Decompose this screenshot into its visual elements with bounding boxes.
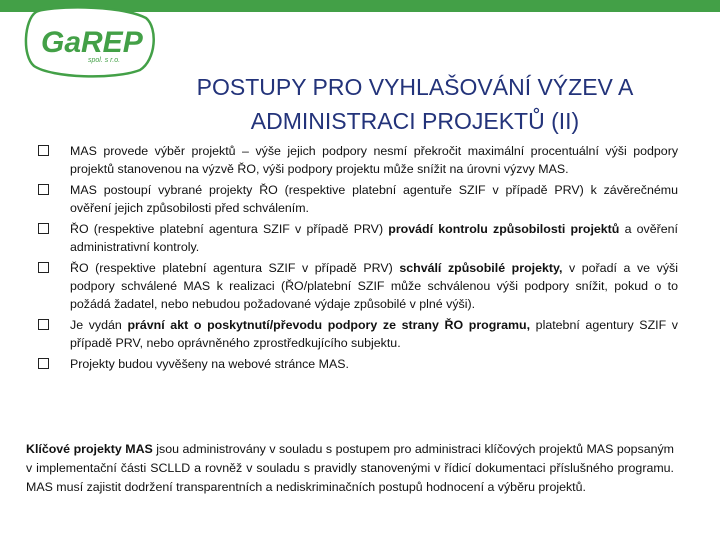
key-projects-paragraph: Klíčové projekty MAS jsou administrovány v souladu s postupem pro administraci klíčových projektů MAS popsaným v implementační části SCLLD a rovněž v souladu s pravidly stanovenými v řídicí dokumentaci příslušného programu. MAS musí zajistit dodržení transparentních a nediskriminačních postupů hodnocení a výběru projektů. (26, 442, 674, 494)
list-item: ŘO (respektive platební agentura SZIF v případě PRV) schválí způsobilé projekty, v pořadí a ve výši podpory schválené MAS k realizaci (ŘO/platební SZIF může schválenou výši podpory snížit, pokud o to požádá žadatel, nebo nebudou požadované výdaje způsobilé v plné výši). (38, 259, 678, 313)
checkbox-bullet-icon (38, 262, 49, 273)
logo-subtext: spol. s r.o. (88, 57, 121, 64)
list-item: MAS provede výběr projektů – výše jejich podpory nesmí překročit maximální procentuální výši podpory projektů stanovenou na výzvě ŘO, výši podpory projektu může snížit na úrovni výzvy MAS. (38, 142, 678, 178)
list-item: Projekty budou vyvěšeny na webové stránce MAS. (38, 355, 678, 373)
garep-logo (18, 2, 168, 80)
page-title (150, 70, 680, 138)
checkbox-bullet-icon (38, 184, 49, 195)
list-item: ŘO (respektive platební agentura SZIF v případě PRV) provádí kontrolu způsobilosti projektů a ověření administrativní kontroly. (38, 220, 678, 256)
checkbox-bullet-icon (38, 145, 49, 156)
title-line-2: ADMINISTRACI PROJEKTŮ (II) (250, 108, 580, 134)
checkbox-bullet-icon (38, 319, 49, 330)
list-item: Je vydán právní akt o poskytnutí/převodu podpory ze strany ŘO programu, platební agentury SZIF v případě PRV, nebo oprávněného zprostředkujícího subjektu. (38, 316, 678, 352)
checkbox-bullet-icon (38, 223, 49, 234)
list-item: MAS postoupí vybrané projekty ŘO (respektive platební agentuře SZIF v případě PRV) k závěrečnému ověření jejich způsobilosti před schválením. (38, 181, 678, 217)
steps-list (38, 142, 678, 376)
checkbox-bullet-icon (38, 358, 49, 369)
logo-text: GaREP (41, 26, 143, 59)
title-line-1: POSTUPY PRO VYHLAŠOVÁNÍ VÝZEV A (196, 74, 634, 100)
